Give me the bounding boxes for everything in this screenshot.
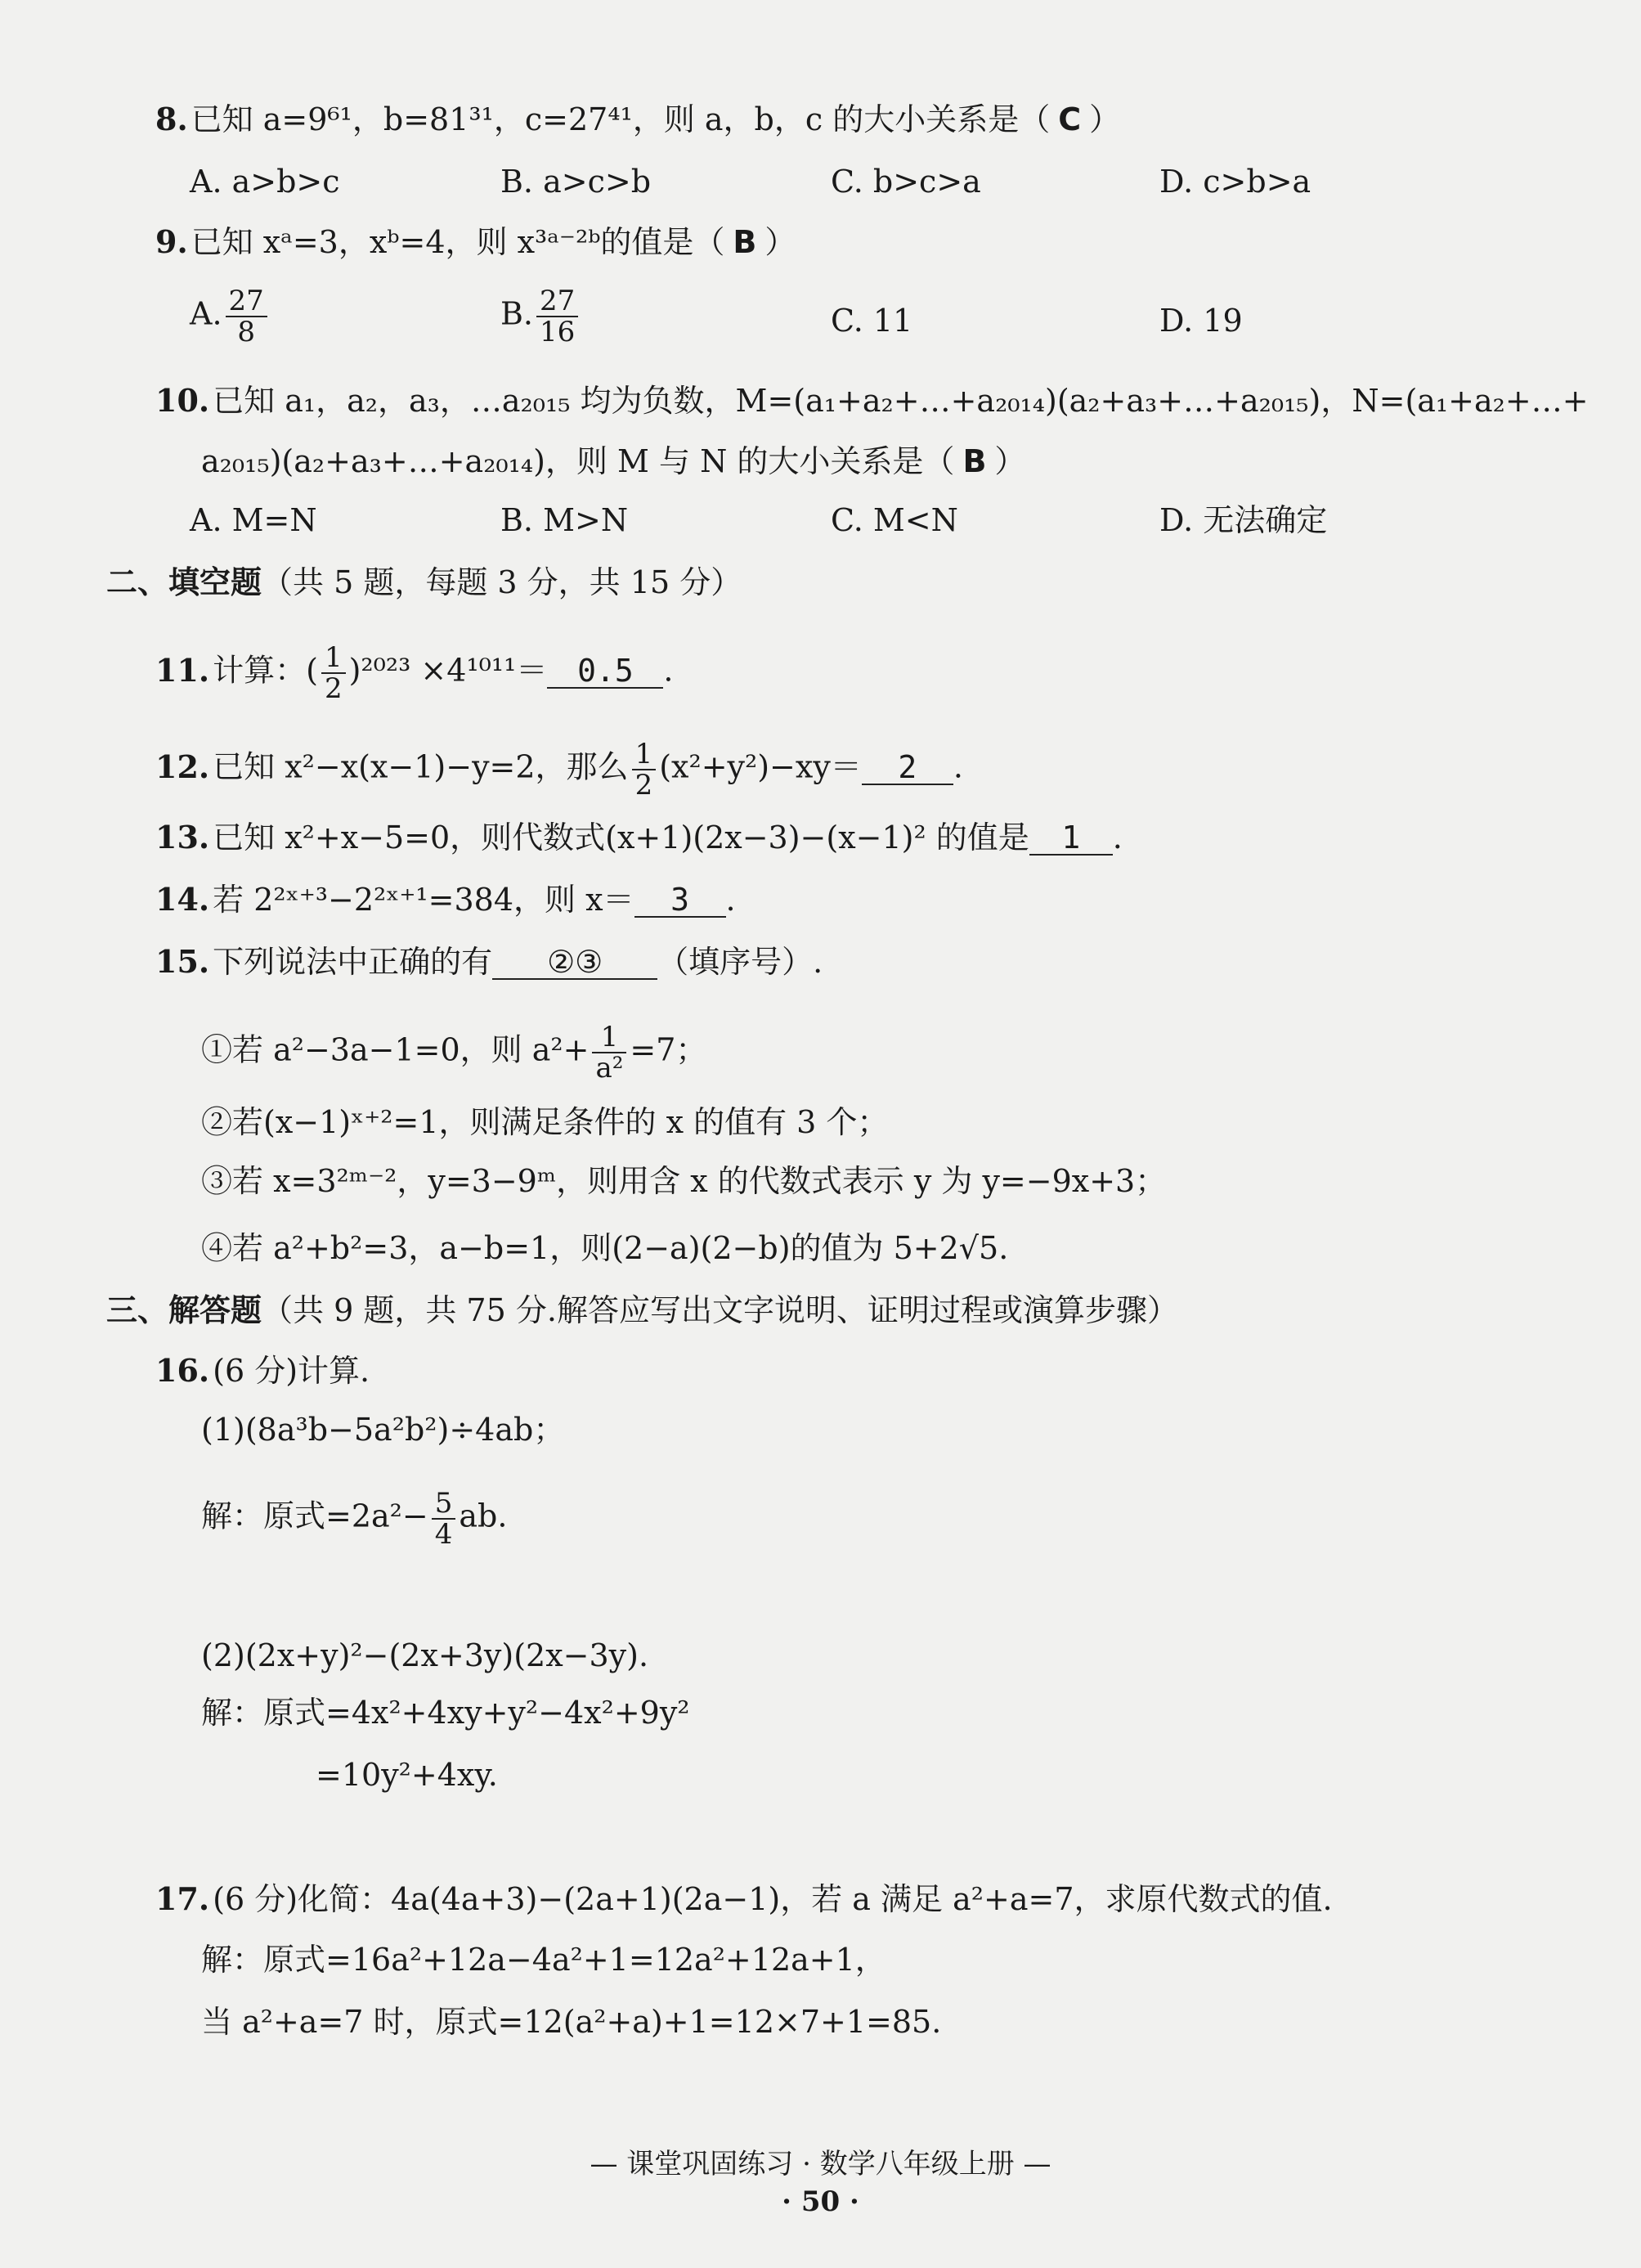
section-title: 三、解答题 (106, 1291, 262, 1328)
section-title: 二、填空题 (106, 564, 262, 600)
question-number: 11. (155, 651, 210, 689)
q17-solution-2: 当 a²+a=7 时，原式=12(a²+a)+1=12×7+1=85. (201, 2004, 942, 2040)
answer-blank: 3 (634, 883, 726, 918)
fraction (321, 643, 346, 703)
option-c: C. 11 (831, 303, 913, 339)
paren-close: ） (994, 443, 1026, 479)
option-a: A. a>b>c (190, 164, 340, 200)
denominator: 2 (324, 672, 343, 705)
question-12 (155, 739, 963, 800)
option-b (500, 286, 581, 347)
question-number: 8. (155, 101, 188, 137)
q16-part2-solution-1: 解：原式=4x²+4xy+y²−4x²+9y² (201, 1695, 690, 1731)
question-stem-line2: a₂₀₁₅)(a₂+a₃+…+a₂₀₁₄)，则 M 与 N 的大小关系是（ (201, 443, 955, 479)
solution-text: ab. (459, 1498, 508, 1534)
denominator: 16 (540, 316, 576, 348)
statement-1 (201, 1022, 706, 1083)
question-text: 若 2²ˣ⁺³−2²ˣ⁺¹=384，则 x＝ (213, 882, 634, 918)
question-16 (155, 1351, 370, 1390)
fraction (536, 286, 578, 347)
answer: B (962, 443, 987, 479)
question-text: 下列说法中正确的有 (213, 944, 493, 980)
book-title: — 课堂巩固练习 · 数学八年级上册 — (590, 2148, 1051, 2180)
question-number: 15. (155, 943, 210, 980)
option-label: B. (500, 295, 534, 332)
q16-part2-solution-2: =10y²+4xy. (316, 1757, 498, 1793)
question-text: )²⁰²³ ×4¹⁰¹¹＝ (348, 652, 548, 689)
option-a (190, 286, 271, 347)
page-number (0, 2185, 1641, 2218)
q16-part1-solution (201, 1489, 507, 1549)
question-number: 14. (155, 881, 210, 918)
question-text: 已知 x²+x−5=0，则代数式(x+1)(2x−3)−(x−1)² 的值是 (213, 820, 1029, 856)
option-b: B. M>N (500, 502, 629, 538)
statement-4: ④若 a²+b²=3，a−b=1，则(2−a)(2−b)的值为 5+2√5. (201, 1230, 1009, 1266)
statement-text: ①若 a²−3a−1=0，则 a²+ (201, 1031, 590, 1068)
fraction (592, 1022, 626, 1083)
section-solutions (106, 1291, 1178, 1330)
numerator: 5 (432, 1489, 456, 1520)
statement-3: ③若 x=3²ᵐ⁻²，y=3−9ᵐ，则用含 x 的代数式表示 y 为 y=−9x+3； (201, 1163, 1167, 1199)
question-11 (155, 643, 673, 703)
answer-blank: 2 (862, 751, 953, 785)
period: . (1112, 820, 1123, 856)
numerator: 27 (226, 286, 267, 317)
question-text: (6 分)计算. (213, 1353, 370, 1389)
fraction (226, 286, 267, 347)
section-note: （共 5 题，每题 3 分，共 15 分） (262, 564, 742, 600)
question-number: 10. (155, 382, 210, 419)
question-number: 9. (155, 223, 188, 260)
question-14 (155, 880, 736, 919)
answer: C (1058, 101, 1082, 137)
question-8 (155, 100, 1120, 139)
question-stem: 已知 xᵃ=3，xᵇ=4，则 x³ᵃ⁻²ᵇ的值是（ (191, 224, 725, 260)
statement-text: =7； (630, 1031, 707, 1068)
question-text: (6 分)化简：4a(4a+3)−(2a+1)(2a−1)，若 a 满足 a²+a=7，求原代数式的值. (213, 1881, 1333, 1917)
q16-part1: (1)(8a³b−5a²b²)÷4ab； (201, 1412, 565, 1448)
q17-solution-1: 解：原式=16a²+12a−4a²+1=12a²+12a+1， (201, 1942, 886, 1978)
question-stem-line1: 已知 a₁，a₂，a₃，…a₂₀₁₅ 均为负数，M=(a₁+a₂+…+a₂₀₁₄)(a₂+a₃+…+a₂₀₁₅)，N=(a₁+a₂+…+ (213, 383, 1589, 419)
question-10 (155, 381, 1589, 420)
option-b: B. a>c>b (500, 164, 652, 200)
answer-blank: 0.5 (547, 654, 663, 689)
question-10-line2 (201, 442, 1025, 481)
question-number: 17. (155, 1880, 210, 1917)
answer: B (733, 224, 757, 260)
question-15 (155, 942, 823, 981)
period: . (953, 748, 963, 785)
statement-2: ②若(x−1)ˣ⁺²=1，则满足条件的 x 的值有 3 个； (201, 1104, 889, 1140)
question-text: 计算：( (213, 652, 318, 689)
section-fill-in (106, 563, 742, 602)
denominator: a² (595, 1052, 624, 1085)
numerator: 27 (536, 286, 578, 317)
solution-text: 解：原式=2a²− (201, 1498, 428, 1534)
fraction (632, 739, 657, 800)
option-d: D. 19 (1159, 303, 1243, 339)
question-text: (x²+y²)−xy＝ (659, 748, 862, 785)
paren-close: ） (1089, 101, 1121, 137)
option-a: A. M=N (190, 502, 317, 538)
question-number: 13. (155, 819, 210, 856)
answer-blank: 1 (1029, 821, 1113, 856)
question-17 (155, 1880, 1333, 1919)
answer-blank: ②③ (492, 945, 657, 980)
question-13 (155, 818, 1123, 857)
option-c: C. b>c>a (831, 164, 981, 200)
question-number: 16. (155, 1352, 210, 1389)
question-text: （填序号）. (657, 944, 823, 980)
denominator: 4 (434, 1518, 453, 1551)
question-stem: 已知 a=9⁶¹，b=81³¹，c=27⁴¹，则 a，b，c 的大小关系是（ (191, 101, 1051, 137)
period: . (663, 652, 674, 689)
option-d: D. c>b>a (1159, 164, 1311, 200)
denominator: 2 (634, 769, 653, 802)
question-text: 已知 x²−x(x−1)−y=2，那么 (213, 748, 629, 785)
numerator: 1 (321, 643, 346, 674)
period: . (725, 882, 736, 918)
q16-part2: (2)(2x+y)²−(2x+3y)(2x−3y). (201, 1637, 649, 1673)
option-d: D. 无法确定 (1159, 502, 1328, 538)
denominator: 8 (237, 316, 255, 348)
option-label: A. (190, 295, 222, 332)
option-c: C. M<N (831, 502, 958, 538)
paren-close: ） (764, 224, 796, 260)
numerator: 1 (632, 739, 657, 770)
question-9 (155, 222, 796, 262)
fraction (432, 1489, 456, 1549)
page-number-text: · 50 · (782, 2185, 859, 2218)
section-note: （共 9 题，共 75 分.解答应写出文字说明、证明过程或演算步骤） (262, 1292, 1178, 1328)
question-number: 12. (155, 748, 210, 785)
numerator: 1 (592, 1022, 626, 1053)
